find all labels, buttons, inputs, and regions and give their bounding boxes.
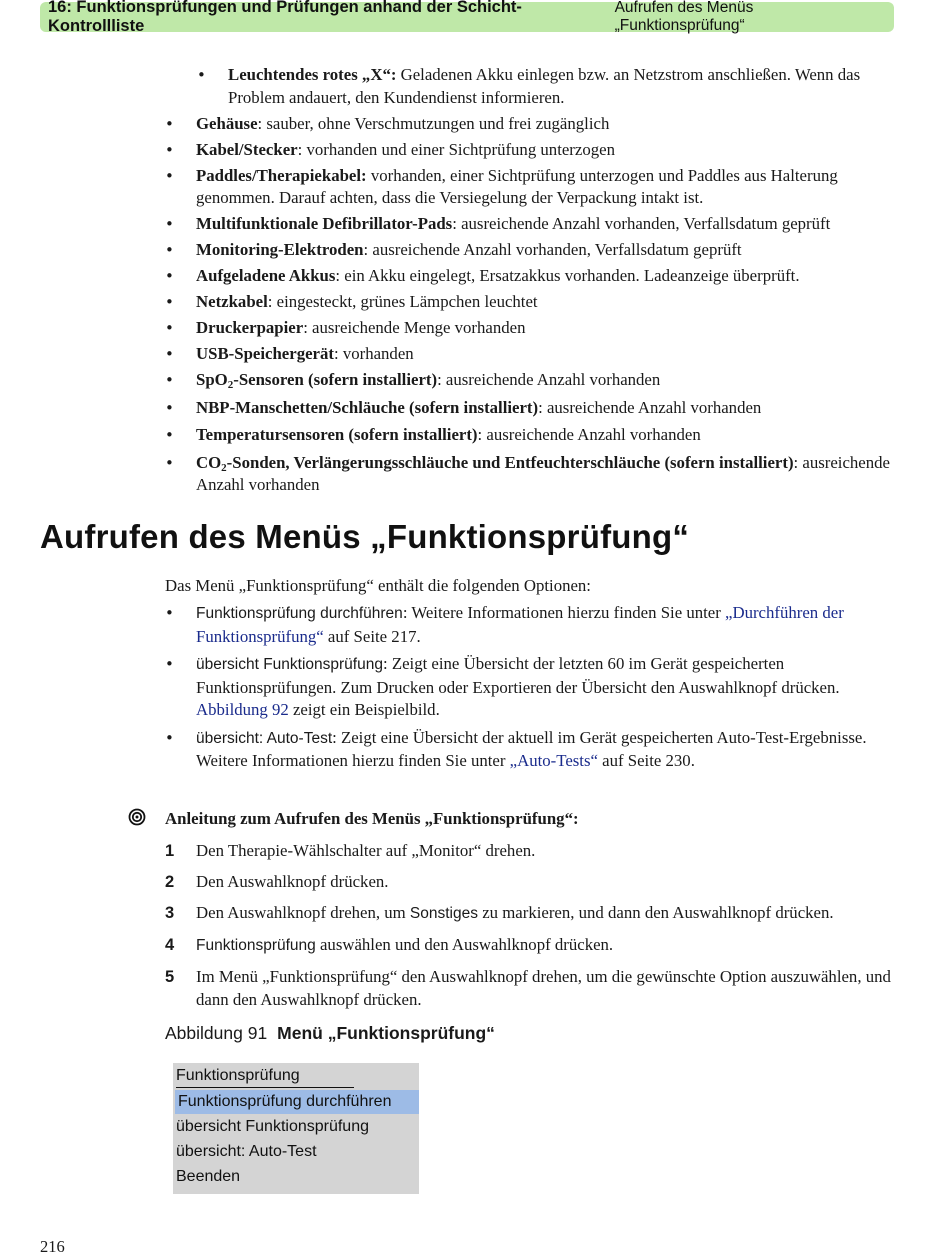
section-running-title: Aufrufen des Menüs „Funktionsprüfung“ <box>614 0 754 34</box>
procedure-title: Anleitung zum Aufrufen des Menüs „Funktionsprüfung“: <box>165 809 579 828</box>
step-number: 5 <box>165 968 175 986</box>
section-heading: Aufrufen des Menüs „Funktionsprüfung“ <box>40 518 690 555</box>
list-item: • Leuchtendes rotes „X“: Geladenen Akku einlegen bzw. an Netzstrom anschließen. Wenn das Problem andauert, den Kundendienst informieren. <box>197 64 900 109</box>
step-number: 1 <box>165 842 175 860</box>
list-item: • SpO$_2$-Sensoren (sofern installiert): ausreichende Anzahl vorhanden <box>165 369 900 392</box>
list-item: 5 Im Menü „Funktionsprüfung“ den Auswahlknopf drehen, um die gewünschte Option auszuwählen, und dann den Auswahlknopf drücken. <box>165 967 891 1009</box>
list-item: • Gehäuse: sauber, ohne Verschmutzungen und frei zugänglich <box>165 113 900 136</box>
cross-reference-link[interactable]: „Durchführen der Funktionsprüfung“ <box>196 603 844 646</box>
list-item: • Temperatursensoren (sofern installiert): ausreichende Anzahl vorhanden <box>165 424 900 447</box>
menu-item-run-test[interactable]: Funktionsprüfung durchführen <box>175 1090 419 1114</box>
list-item: • Kabel/Stecker: vorhanden und einer Sichtprüfung unterzogen <box>165 139 900 162</box>
figure-label: Abbildung 91 <box>165 1023 268 1043</box>
page-header <box>40 0 894 35</box>
menu-item-exit[interactable]: Beenden <box>176 1168 241 1185</box>
list-item: • NBP-Manschetten/Schläuche (sofern installiert): ausreichende Anzahl vorhanden <box>165 397 900 420</box>
step-number: 3 <box>165 904 175 922</box>
intro-paragraph: Das Menü „Funktionsprüfung“ enthält die folgenden Optionen: <box>165 576 591 595</box>
list-item: 1 Den Therapie-Wählschalter auf „Monitor“ drehen. <box>165 840 905 863</box>
list-item: • Multifunktionale Defibrillator-Pads: ausreichende Anzahl vorhanden, Verfallsdatum geprüft <box>165 213 900 236</box>
cross-reference-link[interactable]: „Auto-Tests“ <box>509 751 598 770</box>
cross-reference-link[interactable]: Abbildung 92 <box>196 700 289 719</box>
list-item: • Funktionsprüfung durchführen: Weitere Informationen hierzu finden Sie unter „Durchführen der Funktionsprüfung“ auf Seite 217. <box>165 602 900 648</box>
step-number: 4 <box>165 936 175 954</box>
figure-title: Menü „Funktionsprüfung“ <box>277 1023 495 1043</box>
menu-item-test-summary[interactable]: übersicht Funktionsprüfung <box>176 1118 369 1135</box>
procedure-steps <box>165 840 905 1020</box>
list-item: • Druckerpapier: ausreichende Menge vorhanden <box>165 317 900 340</box>
step-number: 2 <box>165 873 175 891</box>
list-item: • Monitoring-Elektroden: ausreichende Anzahl vorhanden, Verfallsdatum geprüft <box>165 239 900 262</box>
list-item: 3 Den Auswahlknopf drehen, um Sonstiges zu markieren, und dann den Auswahlknopf drücken. <box>165 902 905 926</box>
list-item: • Paddles/Therapiekabel: vorhanden, einer Sichtprüfung unterzogen und Paddles aus Halterung genommen. Darauf achten, dass die Versiegelung der Verpackung intakt ist. <box>165 165 900 210</box>
function-test-menu <box>173 1063 419 1194</box>
list-item: • übersicht Funktionsprüfung: Zeigt eine Übersicht der letzten 60 im Gerät gespeicherten Funktionsprüfungen. Zum Drucken oder Exportieren der Übersicht den Auswahlknopf drücken. Abbildung 92 zeigt ein Beispielbild. <box>165 653 900 722</box>
page-number: 216 <box>40 1237 65 1256</box>
list-item: 4 Funktionsprüfung auswählen und den Auswahlknopf drücken. <box>165 934 905 958</box>
list-item: • Netzkabel: eingesteckt, grünes Lämpchen leuchtet <box>165 291 900 314</box>
list-item: • USB-Speichergerät: vorhanden <box>165 343 900 366</box>
list-item: • Aufgeladene Akkus: ein Akku eingelegt, Ersatzakkus vorhanden. Ladeanzeige überprüft. <box>165 265 900 288</box>
menu-item-auto-test-summary[interactable]: übersicht: Auto-Test <box>176 1143 317 1160</box>
figure-caption <box>165 1023 495 1044</box>
list-item: • $CO_2$-Sonden, Verlängerungsschläuche und Entfeuchterschläuche (sofern installiert): ausreichende Anzahl vorhanden <box>165 452 900 497</box>
target-icon <box>128 808 146 826</box>
chapter-title: 16: Funktionsprüfungen und Prüfungen anhand der Schicht-Kontrollliste <box>48 0 522 35</box>
list-item: • übersicht: Auto-Test: Zeigt eine Übersicht der aktuell im Gerät gespeicherten Auto-Test-Ergebnisse. Weitere Informationen hierzu finden Sie unter „Auto-Tests“ auf Seite 230. <box>165 727 900 773</box>
checklist <box>165 64 900 500</box>
list-item: 2 Den Auswahlknopf drücken. <box>165 871 905 894</box>
menu-title: Funktionsprüfung <box>176 1065 354 1088</box>
options-list <box>165 602 900 778</box>
